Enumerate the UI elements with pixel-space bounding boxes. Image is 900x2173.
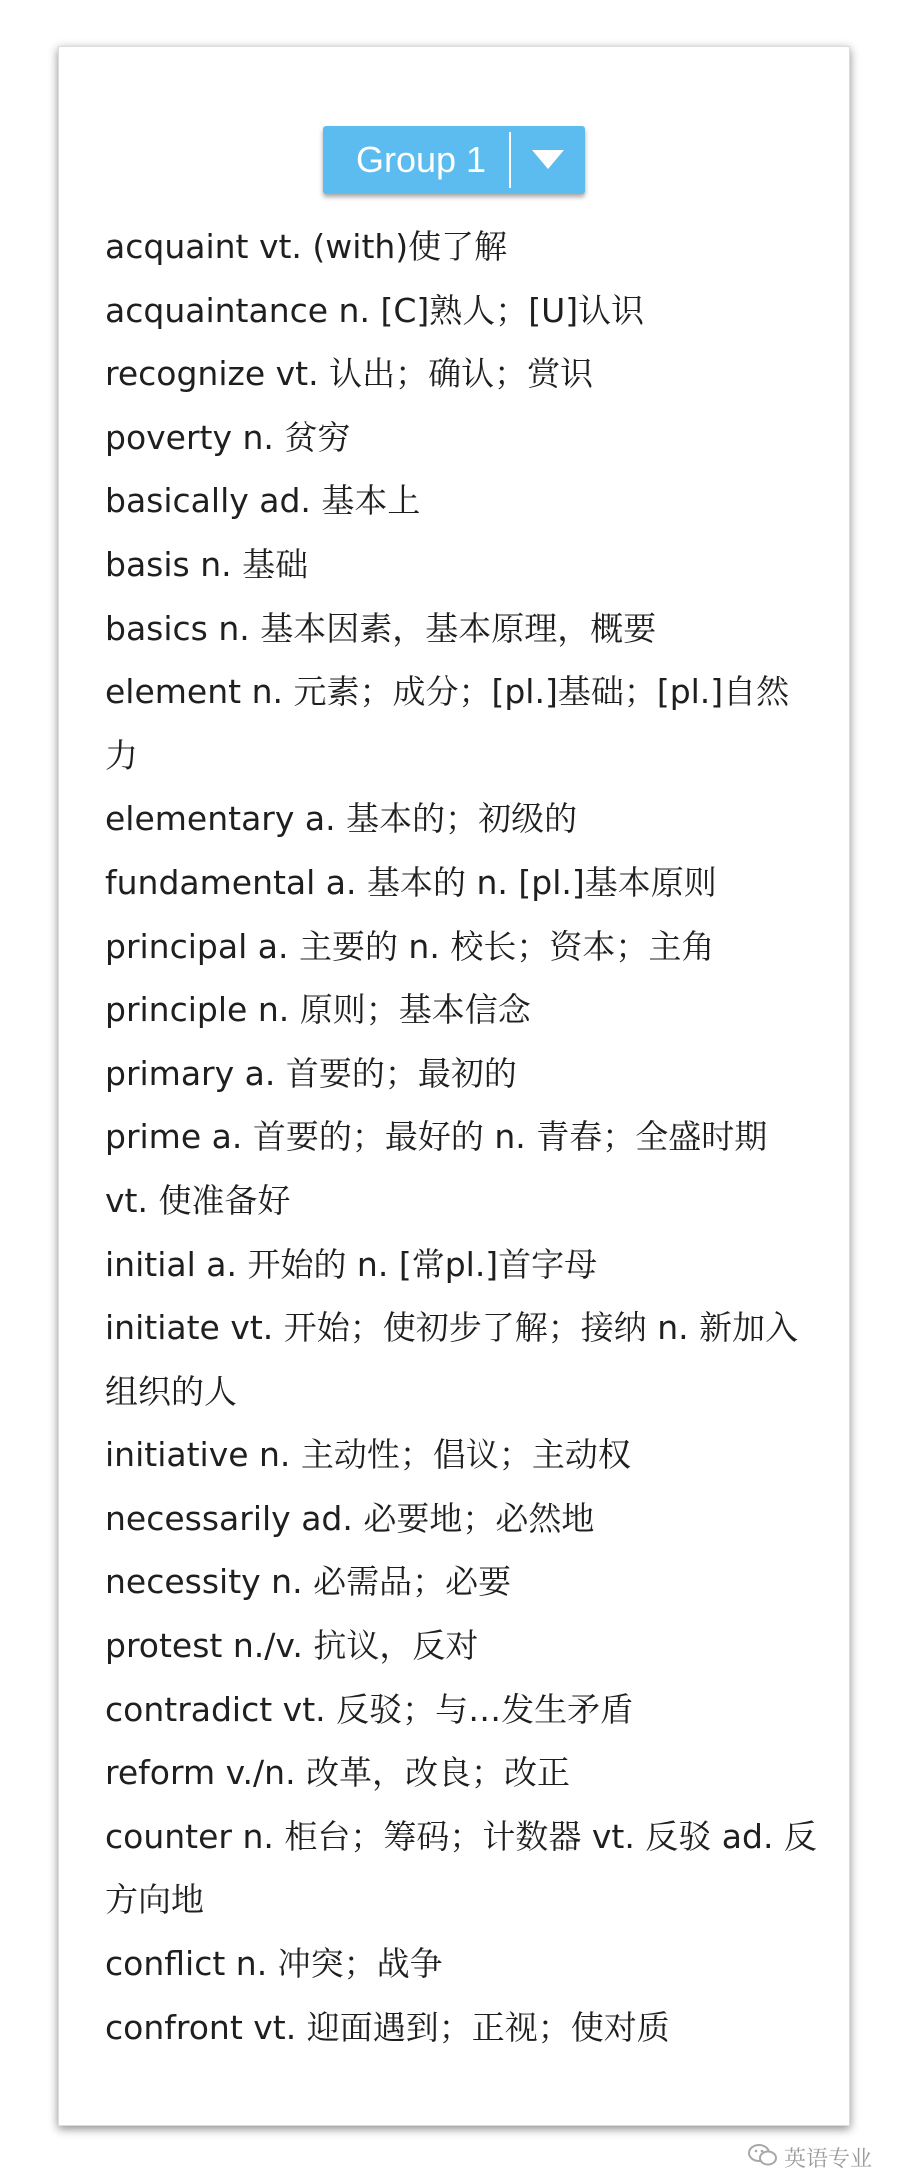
vocab-entry: contradict vt. 反驳；与…发生矛盾 — [105, 1689, 634, 1729]
vocab-entry: elementary a. 基本的；初级的 — [105, 799, 578, 839]
watermark-text: 英语专业 — [783, 2147, 872, 2172]
vocab-entry: initiate vt. 开始；使初步了解；接纳 n. 新加入组织的人 — [105, 1308, 799, 1411]
vocab-entry: counter n. 柜台；筹码；计数器 vt. 反驳 ad. 反方向地 — [105, 1816, 817, 1920]
vocab-entry: element n. 元素；成分；[pl.]基础；[pl.]自然力 — [105, 672, 790, 775]
vocab-entry: necessarily ad. 必要地；必然地 — [105, 1498, 595, 1538]
vocab-entry: initial a. 开始的 n. [常pl.]首字母 — [105, 1244, 598, 1284]
vocab-entry: acquaint vt. (with)使了解 — [105, 227, 508, 266]
vocab-entry: primary a. 首要的；最初的 — [105, 1053, 517, 1093]
vocab-entry: necessity n. 必需品；必要 — [105, 1562, 512, 1602]
vocab-entry: acquaintance n. [C]熟人；[U]认识 — [105, 290, 645, 330]
vocab-card — [58, 46, 850, 2126]
vocab-entry: conflict n. 冲突；战争 — [105, 1944, 443, 1984]
vocab-entry: reform v./n. 改革，改良；改正 — [105, 1753, 571, 1793]
vocab-entry: basically ad. 基本上 — [105, 481, 421, 521]
group-label: Group 1 — [355, 139, 487, 180]
vocab-entry: initiative n. 主动性；倡议；主动权 — [105, 1435, 631, 1475]
vocab-entry: confront vt. 迎面遇到；正视；使对质 — [105, 2007, 670, 2047]
vocab-entry: fundamental a. 基本的 n. [pl.]基本原则 — [105, 862, 717, 902]
vocab-entry: recognize vt. 认出；确认；赏识 — [105, 354, 594, 394]
vocab-entry: principle n. 原则；基本信念 — [105, 990, 531, 1030]
vocab-entry: protest n./v. 抗议，反对 — [105, 1626, 479, 1666]
group-dropdown[interactable] — [323, 126, 585, 194]
vocab-entry: basis n. 基础 — [105, 544, 309, 584]
dropdown-arrow-icon[interactable] — [511, 126, 585, 194]
vocab-entry: poverty n. 贫穷 — [105, 417, 351, 457]
vocab-entry: prime a. 首要的；最好的 n. 青春；全盛时期 vt. 使准备好 — [105, 1117, 768, 1220]
watermark — [748, 2142, 872, 2173]
vocab-entry: principal a. 主要的 n. 校长；资本；主角 — [105, 926, 715, 966]
wechat-icon — [748, 2143, 778, 2173]
vocab-list — [105, 215, 817, 2059]
vocab-entry: basics n. 基本因素，基本原理，概要 — [105, 608, 657, 648]
